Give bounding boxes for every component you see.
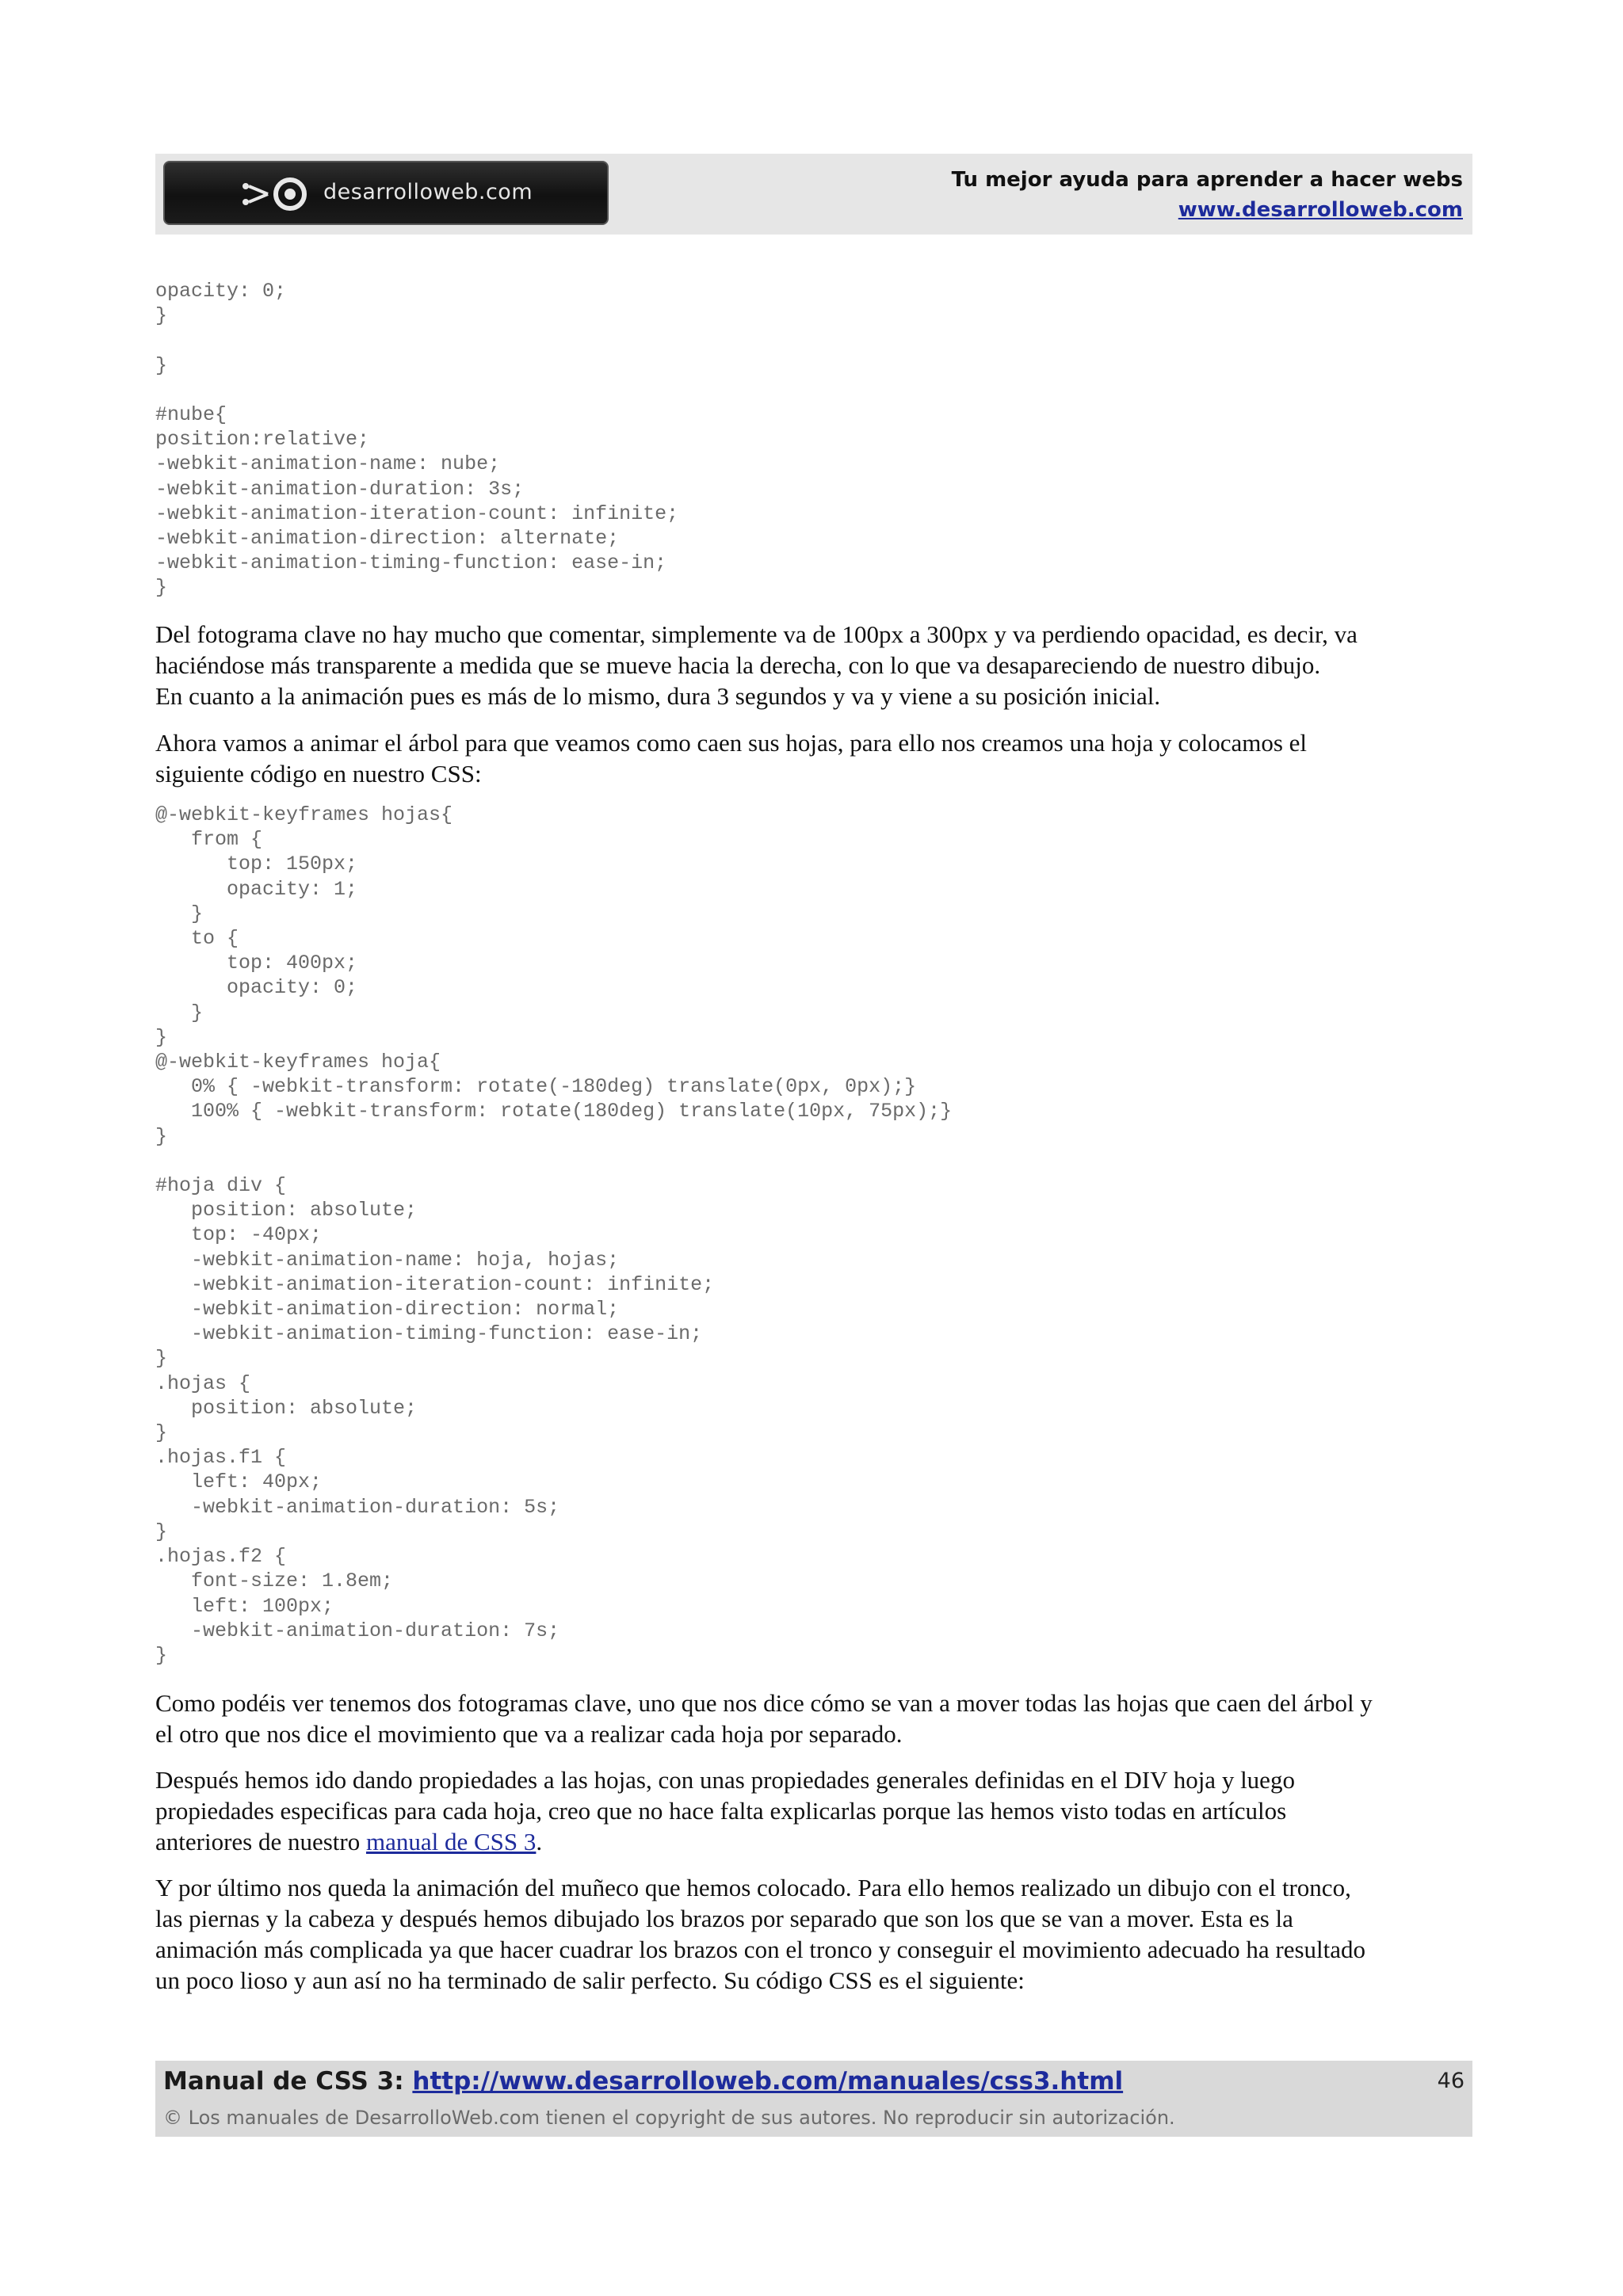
paragraph-4-line-3-end: .	[536, 1828, 543, 1855]
manual-css3-link[interactable]: manual de CSS 3	[365, 1828, 537, 1855]
tagline-text: Tu mejor ayuda para aprender a hacer webs	[951, 168, 1463, 192]
paragraph-4-line-3-text: anteriores de nuestro	[155, 1828, 366, 1855]
logo-text: desarrolloweb.com	[323, 180, 533, 204]
paragraph-4	[155, 1764, 1479, 1857]
footer-copyright: © Los manuales de DesarrolloWeb.com tienen el copyright de sus autores. No reproducir sin autorización.	[163, 2107, 1175, 2129]
page-footer	[155, 2061, 1472, 2137]
page-number: 46	[1437, 2069, 1465, 2093]
paragraph-1-line-1: Del fotograma clave no hay mucho que comentar, simplemente va de 100px a 300px y va perdiendo opacidad, es decir, va	[155, 620, 1358, 648]
paragraph-5-line-1: Y por último nos queda la animación del muñeco que hemos colocado. Para ello hemos realizado un dibujo con el tronco,	[155, 1874, 1351, 1901]
paragraph-3-line-1: Como podéis ver tenemos dos fotogramas clave, uno que nos dice cómo se van a mover todas las hojas que caen del árbol y	[155, 1689, 1373, 1717]
code-block-nube: opacity: 0; } } #nube{ position:relative; -webkit-animation-name: nube; -webkit-animation-duration: 3s; -webkit-animation-iteration-count: infinite; -webkit-animation-direction: alternate; -webkit-animation-timing-function: ease-in; }	[155, 280, 679, 600]
paragraph-2	[155, 727, 1479, 789]
paragraph-2-line-1: Ahora vamos a animar el árbol para que veamos como caen sus hojas, para ello nos creamos una hoja y colocamos el	[155, 729, 1308, 757]
paragraph-4-line-2: propiedades especificas para cada hoja, creo que no hace falta explicarlas porque las hemos visto todas en artículos	[155, 1797, 1287, 1825]
paragraph-1	[155, 619, 1479, 711]
footer-manual-title	[163, 2067, 1123, 2096]
site-link[interactable]: www.desarrolloweb.com	[1178, 198, 1463, 222]
paragraph-5-line-4: un poco lioso y aun así no ha terminado de salir perfecto. Su código CSS es el siguiente:	[155, 1966, 1025, 1994]
site-logo[interactable]	[163, 161, 609, 225]
paragraph-5-line-3: animación más complicada ya que hacer cuadrar los brazos con el tronco y conseguir el movimiento adecuado ha resultado	[155, 1936, 1366, 1963]
paragraph-5	[155, 1872, 1479, 1996]
logo-mark-icon	[238, 177, 317, 212]
page-header	[155, 154, 1472, 235]
paragraph-1-line-3: En cuanto a la animación pues es más de lo mismo, dura 3 segundos y va y viene a su posición inicial.	[155, 682, 1161, 710]
footer-manual-label: Manual de CSS 3:	[163, 2067, 413, 2096]
paragraph-4-line-3	[155, 1826, 1479, 1857]
code-block-hojas: @-webkit-keyframes hojas{ from { top: 150px; opacity: 1; } to { top: 400px; opacity: 0; } } @-webkit-keyframes hoja{ 0% { -webkit-transform: rotate(-180deg) translate(0px, 0px);} 100% { -webkit-transform: rotate(180deg) translate(10px, 75px);} } #hoja div { position: absolute; top: -40px; -webkit-animation-name: hoja, hojas; -webkit-animation-iteration-count: infinite; -webkit-animation-direction: normal; -webkit-animation-timing-function: ease-in; } .hojas { position: absolute; } .hojas.f1 { left: 40px; -webkit-animation-duration: 5s; } .hojas.f2 { font-size: 1.8em; left: 100px; -webkit-animation-duration: 7s; }	[155, 803, 953, 1667]
paragraph-1-line-2: haciéndose más transparente a medida que se mueve hacia la derecha, con lo que va desapareciendo de nuestro dibujo.	[155, 651, 1321, 679]
paragraph-4-line-1: Después hemos ido dando propiedades a las hojas, con unas propiedades generales definidas en el DIV hoja y luego	[155, 1766, 1295, 1794]
paragraph-3-line-2: el otro que nos dice el movimiento que va a realizar cada hoja por separado.	[155, 1720, 903, 1748]
footer-manual-link[interactable]: http://www.desarrolloweb.com/manuales/css3.html	[412, 2067, 1124, 2096]
paragraph-2-line-2: siguiente código en nuestro CSS:	[155, 760, 482, 788]
header-tagline	[952, 165, 1463, 225]
paragraph-5-line-2: las piernas y la cabeza y después hemos dibujado los brazos por separado que son los que se van a mover. Esta es la	[155, 1905, 1293, 1932]
paragraph-3	[155, 1688, 1479, 1749]
